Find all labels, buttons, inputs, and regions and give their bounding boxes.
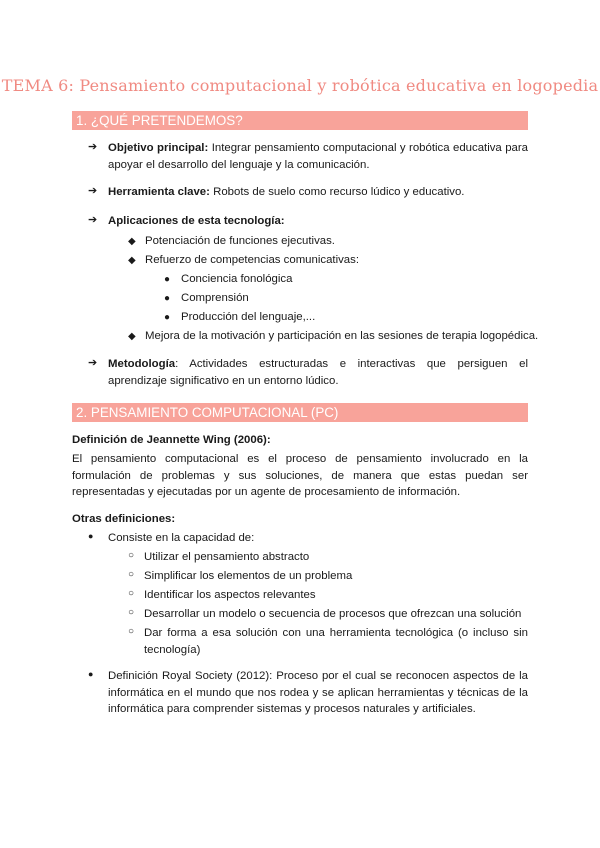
item-text: : Actividades estructuradas e interactivas que persiguen el aprendizaje significativo en un entorno lúdico. (108, 358, 528, 387)
list-item (164, 271, 292, 288)
section-heading-2: 2. PENSAMIENTO COMPUTACIONAL (PC) (72, 403, 528, 422)
page-title: TEMA 6: Pensamiento computacional y robótica educativa en logopedia (1, 76, 599, 95)
circle-icon: ○ (128, 607, 135, 618)
item-text: Definición Royal Society (2012): Proceso por el cual se reconocen aspectos de la informática en el mundo que nos rodea y se aplican herramientas y técnicas de la informática para comprender sistemas y procesos naturales y artificiales. (108, 670, 528, 716)
item-text: Refuerzo de competencias comunicativas: (145, 254, 359, 266)
arrow-icon: ➔ (88, 357, 98, 369)
circle-icon: ○ (128, 550, 135, 561)
diamond-icon: ◆ (128, 331, 136, 342)
other-definitions-heading: Otras definiciones: (72, 513, 176, 525)
wing-definition: El pensamiento computacional es el proceso de pensamiento involucrado en la formulación de problemas y sus soluciones, de manera que estas puedan ser representadas y ejecutadas por un agente de procesamiento de información. (72, 453, 528, 499)
list-item (128, 328, 538, 345)
item-text: Comprensión (181, 292, 249, 304)
item-text: Conciencia fonológica (181, 273, 293, 285)
item-label: Herramienta clave: (108, 186, 210, 198)
wing-heading: Definición de Jeannette Wing (2006): (72, 434, 271, 446)
arrow-icon: ➔ (88, 141, 98, 153)
list-item (164, 309, 315, 326)
item-text: Consiste en la capacidad de: (108, 532, 255, 544)
list-item (128, 252, 359, 269)
item-label: Aplicaciones de esta tecnología: (108, 215, 285, 227)
dot-icon: ● (164, 274, 171, 285)
item-text: Potenciación de funciones ejecutivas. (145, 235, 335, 247)
item-label: Objetivo principal: (108, 142, 209, 154)
dot-icon: ● (164, 312, 171, 323)
item-text: Integrar pensamiento computacional y robótica educativa para apoyar el desarrollo del lenguaje y la comunicación. (108, 142, 528, 171)
list-item (128, 568, 528, 585)
list-item (88, 530, 528, 547)
list-item-royal-society (88, 668, 528, 718)
item-text: Desarrollar un modelo o secuencia de procesos que ofrezcan una solución (144, 608, 522, 620)
item-text: Identificar los aspectos relevantes (144, 589, 316, 601)
item-label: Metodología (108, 358, 176, 370)
arrow-icon: ➔ (88, 185, 98, 197)
section-heading-1: 1. ¿QUÉ PRETENDEMOS? (72, 111, 528, 130)
list-item-aplicaciones (88, 213, 528, 230)
item-text: Robots de suelo como recurso lúdico y educativo. (209, 186, 465, 198)
item-text: Dar forma a esa solución con una herramienta tecnológica (o incluso sin tecnología) (144, 627, 528, 656)
diamond-icon: ◆ (128, 236, 136, 247)
arrow-icon: ➔ (88, 214, 98, 226)
list-item (164, 290, 249, 307)
list-item (128, 606, 528, 623)
list-item-objetivo (88, 140, 528, 173)
list-item (128, 625, 528, 658)
item-text: Mejora de la motivación y participación en las sesiones de terapia logopédica. (145, 330, 539, 342)
dot-icon: ● (88, 669, 94, 679)
item-text: Producción del lenguaje,... (181, 311, 316, 323)
diamond-icon: ◆ (128, 255, 136, 266)
list-item-herramienta (88, 184, 528, 201)
list-item-metodologia (88, 356, 528, 389)
list-item (128, 233, 335, 250)
circle-icon: ○ (128, 626, 135, 637)
dot-icon: ● (164, 293, 171, 304)
list-item (128, 549, 528, 566)
item-text: Utilizar el pensamiento abstracto (144, 551, 310, 563)
item-text: Simplificar los elementos de un problema (144, 570, 353, 582)
list-item (128, 587, 528, 604)
dot-icon: ● (88, 531, 94, 541)
circle-icon: ○ (128, 569, 135, 580)
circle-icon: ○ (128, 588, 135, 599)
